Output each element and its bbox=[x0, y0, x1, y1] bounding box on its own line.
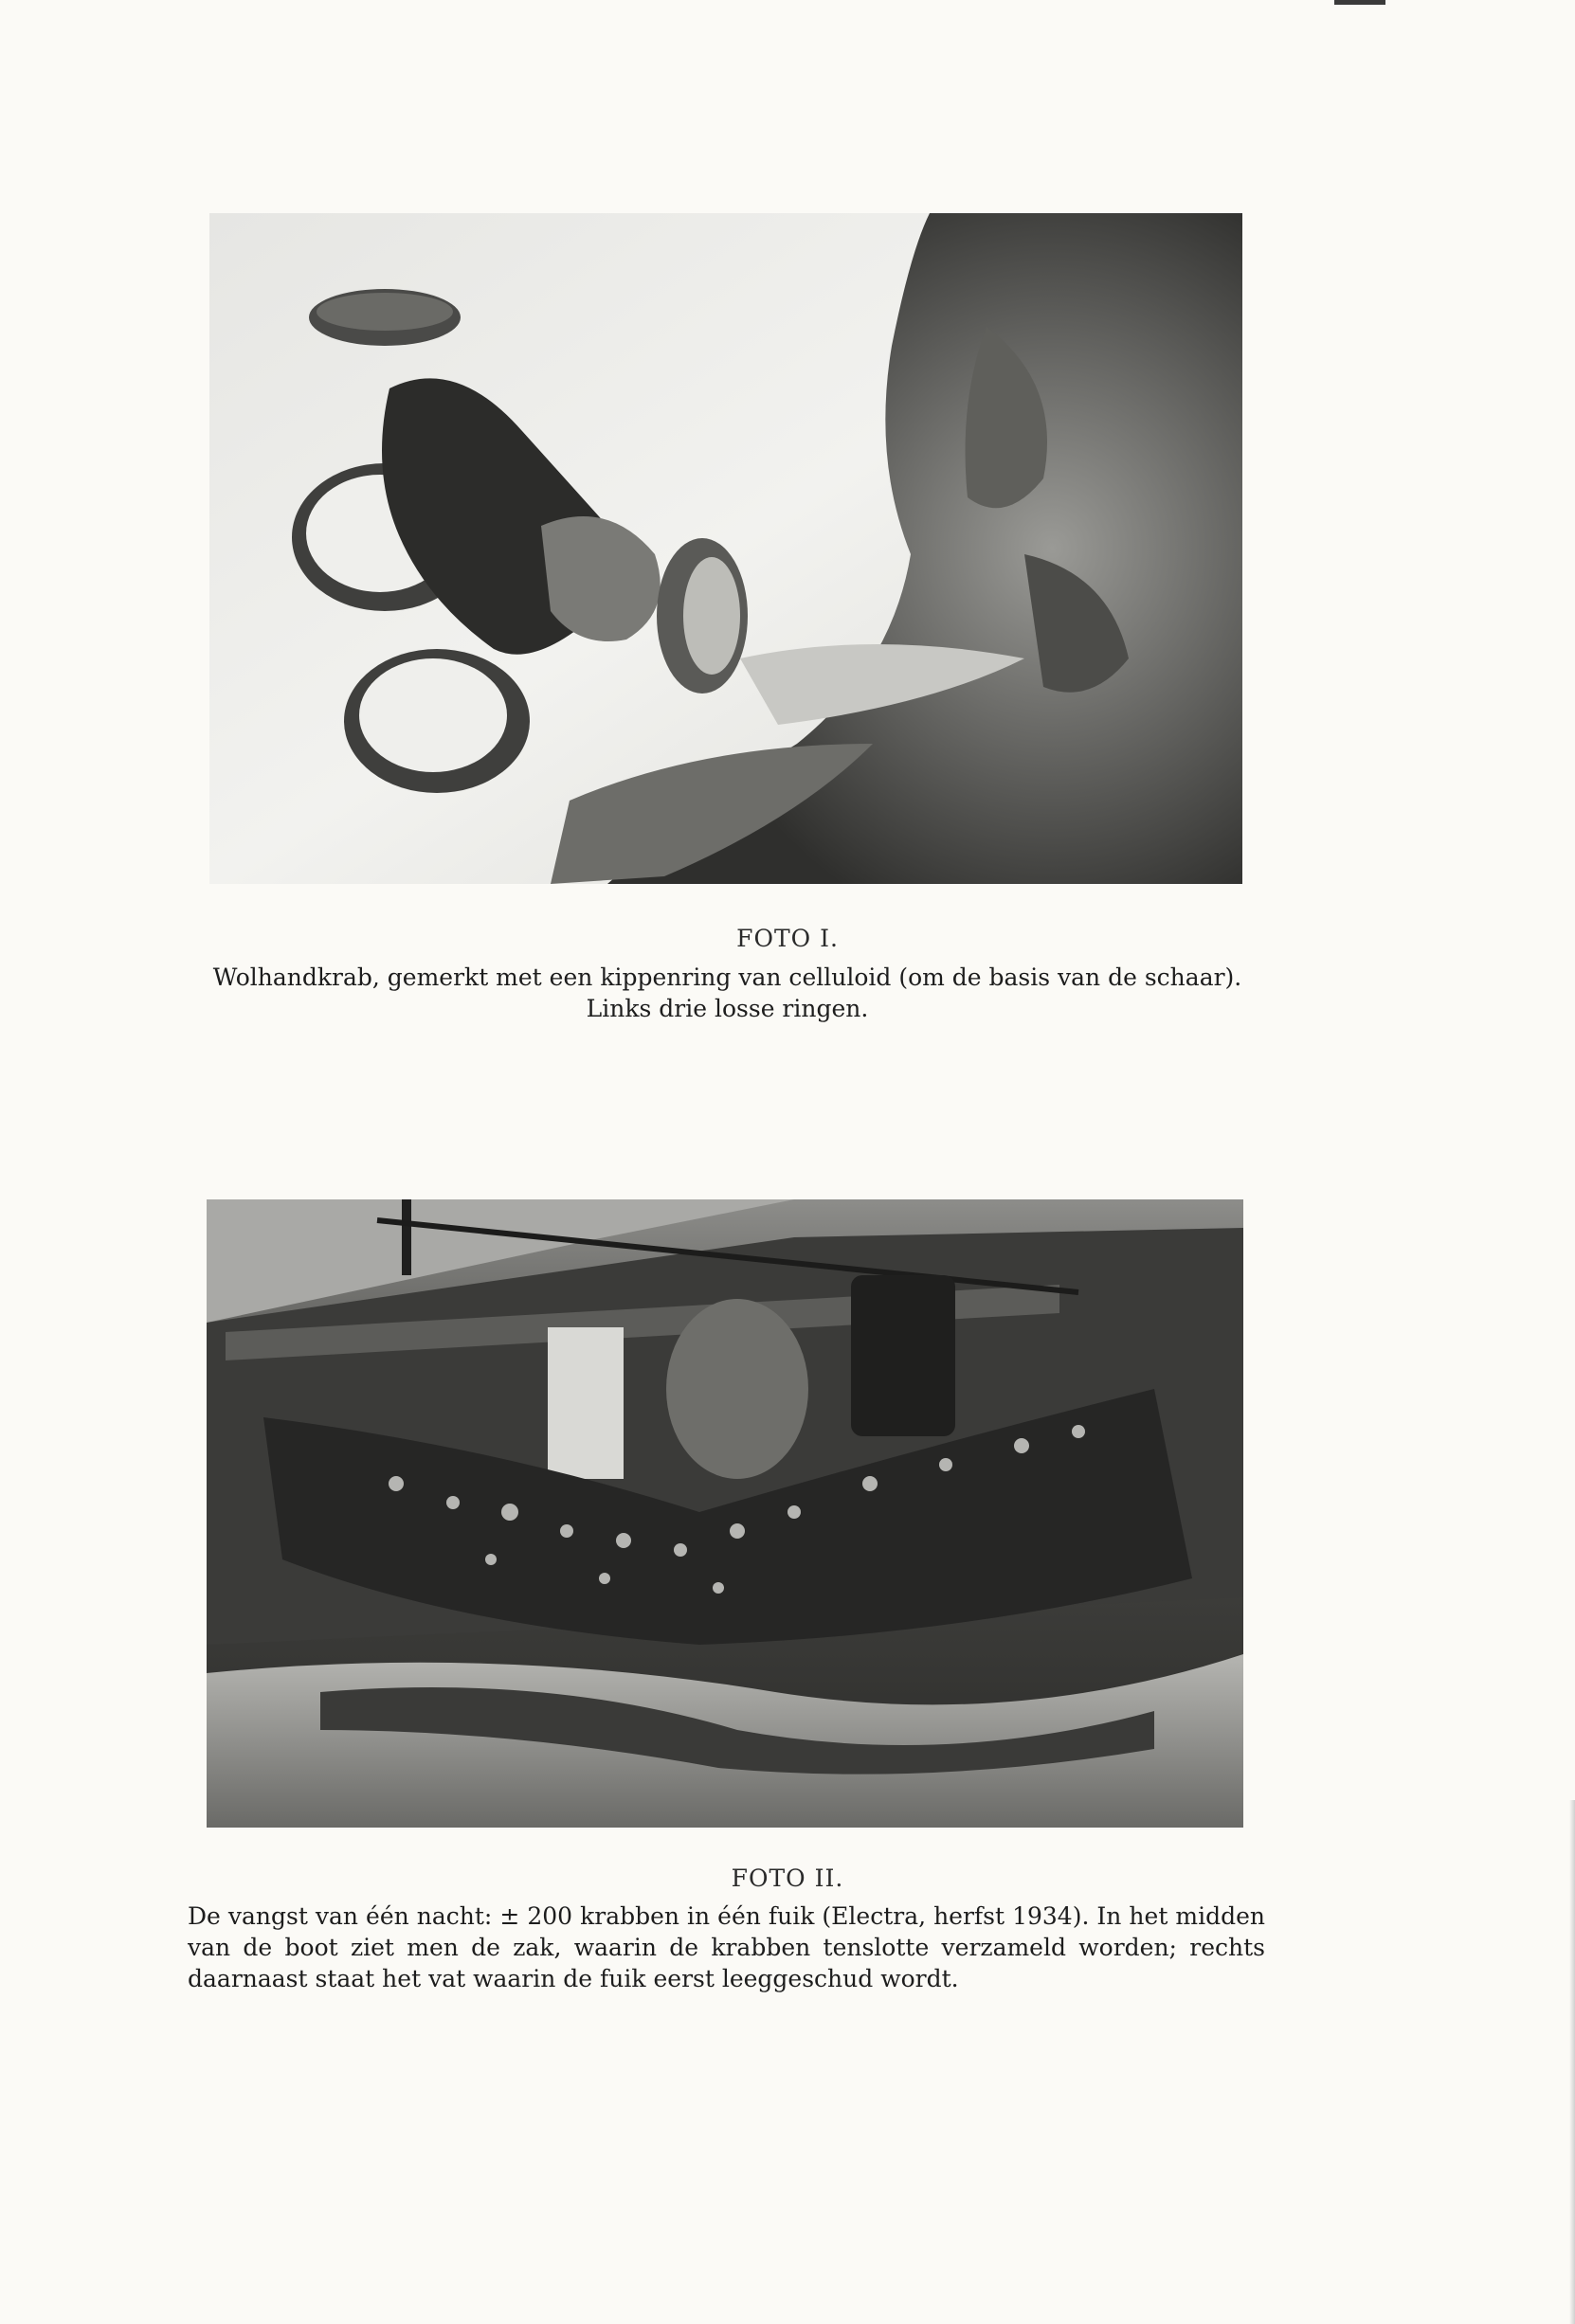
photo-boat-with-crab-catch bbox=[207, 1199, 1243, 1828]
figure-1-caption: Wolhandkrab, gemerkt met een kippenring van celluloid (om de basis van de schaar). Links drie losse ringen. bbox=[212, 964, 1242, 1022]
photo-wolhandkrab-with-rings bbox=[209, 213, 1242, 884]
figure-1-title: FOTO I. bbox=[736, 925, 839, 952]
page-edge-mark bbox=[1334, 0, 1385, 5]
figure-2-caption: De vangst van één nacht: ± 200 krabben in één fuik (Electra, herfst 1934). In het midden van de boot ziet men de zak, waarin de krabben tenslotte verzameld worden; rechts daarnaast staat het vat waarin de fuik eerst leeggeschud wordt. bbox=[188, 1902, 1265, 1992]
figure-2-title: FOTO II. bbox=[731, 1865, 844, 1892]
